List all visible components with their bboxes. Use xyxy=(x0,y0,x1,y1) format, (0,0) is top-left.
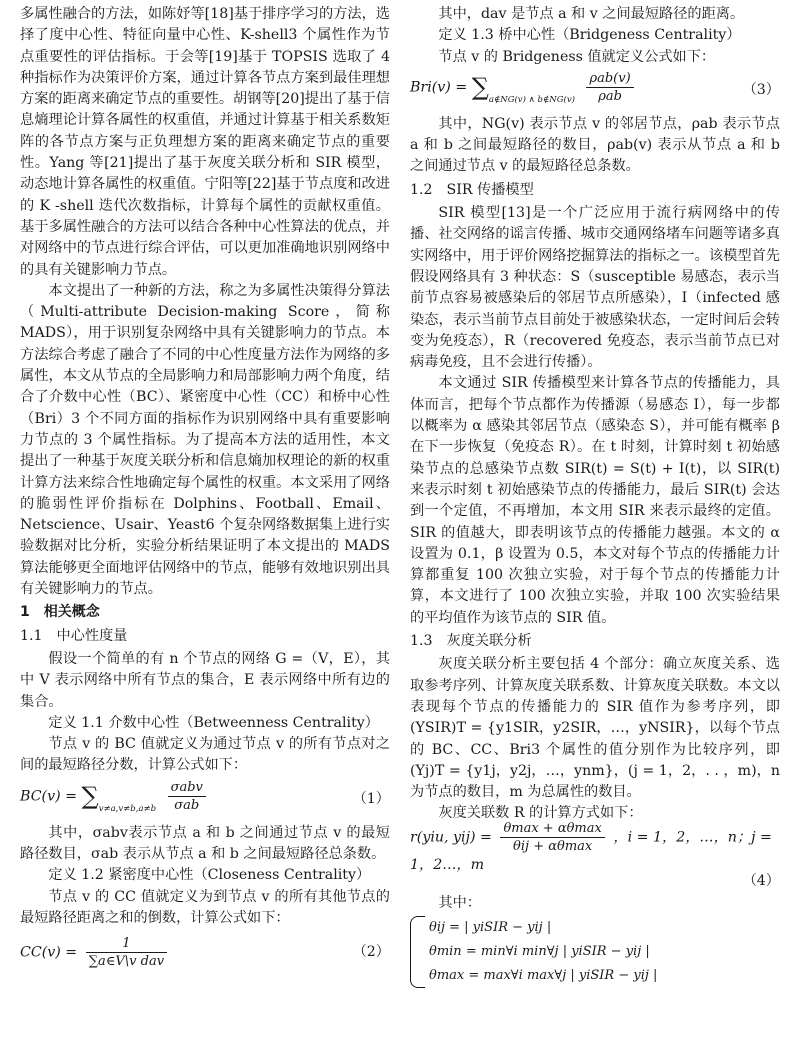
fraction-denominator: σab xyxy=(174,798,200,814)
fraction xyxy=(586,70,633,105)
paragraph: 其中，NG(v) 表示节点 v 的邻居节点，ρab 表示节点 a 和 b 之间最短路径的数目，ρab(v) 表示从节点 a 和 b 之间通过节点 v 的最短路径总条数。 xyxy=(410,115,780,175)
equation-4 xyxy=(410,820,780,873)
case-rows xyxy=(429,916,657,988)
equation-number: （2） xyxy=(352,943,390,960)
definition-title: 定义 1.3 桥中心性（Bridgeness Centrality） xyxy=(438,27,741,44)
paragraph: 灰度关联分析主要包括 4 个部分：确立灰度关系、选取参考序列、计算灰度关联系数、计算灰度关联数。本文以表现每个节点的传播能力的 SIR 值作为参考序列，即 (YSIR)T = {y1SIR，y2SIR，…，yNSIR}，以每个节点的 BC、CC、Bri3 个属性的值分别作为比较序列，即 (Yj)T = {y1j，y2j，…，ynm}，(j = 1，2，. . ，m)，n 为节点的数目，m 为总属性的数目。 xyxy=(410,656,780,801)
fraction-numerator: θmax + αθmax xyxy=(500,820,604,838)
paragraph: 节点 v 的 Bridgeness 值就定义公式如下： xyxy=(438,48,716,65)
case-equations xyxy=(410,916,780,988)
fraction xyxy=(500,820,604,855)
paragraph: 节点 v 的 CC 值就定义为到节点 v 的所有其他节点的最短路径距离之和的倒数，计算公式如下： xyxy=(20,888,390,926)
definition-title: 定义 1.1 介数中心性（Betweenness Centrality） xyxy=(48,714,379,731)
paragraph: 灰度关联数 R 的计算方式如下： xyxy=(438,805,643,822)
fraction-numerator: 1 xyxy=(86,935,167,953)
equation-number: （3） xyxy=(742,82,780,99)
equation-range: ，i = 1，2，…，n；j = 1，2…，m xyxy=(410,829,772,873)
section-heading: 1 相关概念 xyxy=(20,604,100,621)
sum-subscript: v≠a,v≠b,a≠b xyxy=(98,803,157,814)
equation-3 xyxy=(410,68,780,114)
subsection-title: 灰度关联分析 xyxy=(446,633,532,650)
paragraph: 本文提出了一种新的方法，称之为多属性决策得分算法（Multi-attribute Decision-making Score，简称 MADS），用于识别复杂网络中具有关键影响力的节点。本方法综合考虑了融合了不同的中心性度量方法作为网络的多属性，本文从节点的全局影响力和局部影响力两个角度，结合了介数中心性（BC）、紧密度中心性（CC）和桥中心性（Bri）3 个不同方面的指标作为识别网络中具有重要影响力节点的 3 个属性指标。为了提高本方法的适用性，本文提出了一种基于灰度关联分析和信息熵加权理论的新的权重计算方法来综合性地确定每个属性的权重。本文采用了网络的脆弱性评价指标在 Dolphins、Football、Email、Netscience、Usair、Yeast6 个复杂网络数据集上进行实验数据对比分析，实验分析结果证明了本文提出的 MADS 算法能够更全面地评估网络中的节点，能够有效地识别出具有关键影响力的节点。 xyxy=(20,282,390,598)
case-row: θij = | yiSIR − yij | xyxy=(429,919,552,935)
paragraph: 假设一个简单的有 n 个节点的网络 G =（V，E），其中 V 表示网络中所有节点的集合，E 表示网络中所有边的集合。 xyxy=(20,650,390,710)
equation-expression xyxy=(20,935,350,970)
subsection-title: SIR 传播模型 xyxy=(446,181,534,198)
fraction xyxy=(168,779,206,814)
sum-subscript: a∉NG(v) ∧ b∉NG(v) xyxy=(488,94,575,105)
subsection-title: 中心性度量 xyxy=(56,627,128,644)
subsection-heading xyxy=(410,180,780,201)
paragraph: 节点 v 的 BC 值就定义为通过节点 v 的所有节点对之间的最短路径分数，计算公式如下： xyxy=(20,736,390,774)
fraction-denominator: ∑a∈V\v dav xyxy=(88,953,165,969)
equation-number: （1） xyxy=(352,791,390,808)
fraction xyxy=(86,935,167,970)
subsection-number: 1.3 xyxy=(410,633,433,650)
case-row: θmin = min∀i min∀j | yiSIR − yij | xyxy=(429,943,650,959)
equation-expression xyxy=(410,70,740,111)
equation-2 xyxy=(20,929,390,975)
case-row: θmax = max∀i max∀j | yiSIR − yij | xyxy=(429,967,658,983)
left-column xyxy=(20,4,390,975)
left-brace xyxy=(410,916,425,988)
subsection-number: 1.2 xyxy=(410,181,433,198)
equation-lhs: r(yiu, yij) = xyxy=(410,829,492,846)
sum-symbol: ∑ xyxy=(81,782,99,811)
equation-1 xyxy=(20,777,390,823)
paragraph: 其中，dav 是节点 a 和 v 之间最短路径的距离。 xyxy=(438,6,745,22)
subsection-heading xyxy=(20,626,390,647)
equation-lhs: BC(v) = xyxy=(20,788,78,805)
subsection-heading xyxy=(410,631,780,652)
equation-expression xyxy=(410,820,780,876)
right-column xyxy=(410,4,780,988)
subsection-number: 1.1 xyxy=(20,627,43,644)
fraction-denominator: θij + αθmax xyxy=(513,838,593,854)
definition-title: 定义 1.2 紧密度中心性（Closeness Centrality） xyxy=(48,867,371,884)
fraction-numerator: ρab(v) xyxy=(586,70,633,88)
paragraph: SIR 模型[13]是一个广泛应用于流行病网络中的传播、社交网络的谣言传播、城市交通网络堵车问题等诸多真实网络中，用于评价网络挖掘算法的指标之一。该模型首先假设网络具有 3 种状态：S（susceptible 易感态，表示当前节点容易被感染后的邻居节点所感染），I（infected 感染态，表示当前节点目前处于被感染状态，一定时间后会转变为免疫态），R（recovered 免疫态，表示当前节点已对病毒免疫，且不会进行传播）。 xyxy=(410,205,780,371)
equation-number: （4） xyxy=(742,872,780,889)
paragraph: 其中： xyxy=(438,894,481,911)
equation-lhs: Bri(v) = xyxy=(410,79,468,96)
paragraph: 本文通过 SIR 传播模型来计算各节点的传播能力，具体而言，把每个节点都作为传播源（易感态 I），每一步都以概率为 α 感染其邻居节点（感染态 S），并可能有概率 β 在下一步恢复（免疫态 R）。在 t 时刻，计算时刻 t 初始感染节点的总感染节点数 SIR(t) = S(t) + I(t)，以 SIR(t) 来表示时刻 t 初始感染节点的传播能力，最后 SIR(t) 会达到一个定值，不再增加，本文用 SIR 来表示最终的定值。SIR 的值越大，即表明该节点的传播能力越强。本文的 α 设置为 0.1，β 设置为 0.5，本文对每个节点的传播能力计算都重复 100 次独立实验，对于每个节点的传播能力计算，本文进行了 100 次独立实验，并取 100 次实验结果的平均值作为该节点的 SIR 值。 xyxy=(410,375,780,626)
fraction-numerator: σabv xyxy=(168,779,206,797)
equation-lhs: CC(v) = xyxy=(20,944,78,961)
sum-symbol: ∑ xyxy=(471,73,489,102)
equation-expression xyxy=(20,779,350,820)
fraction-denominator: ρab xyxy=(598,89,622,105)
paragraph: 多属性融合的方法，如陈妤等[18]基于排序学习的方法，选择了度中心性、特征向量中心性、K-shell3 个属性作为节点重要性的评估指标。于会等[19]基于 TOPSIS 选取了 4 种指标作为决策评价方案，通过计算各节点方案到最佳理想方案的距离来确定节点的重要性。胡钢等[20]提出了基于信息熵理论计算各属性的权重值，并通过计算基于相关系数矩阵的各节点方案与正负理想方案的距离来确定节点的重要性。Yang 等[21]提出了基于灰度关联分析和 SIR 模型，动态地计算各属性的权重值。宁阳等[22]基于节点度和改进的 K -shell 迭代次数指标，计算每个属性的贡献权重值。基于多属性融合的方法可以结合各种中心性算法的优点，并对网络中的节点进行综合评估，可以更加准确地识别网络中的具有关键影响力节点。 xyxy=(20,6,390,278)
paragraph: 其中，σabv表示节点 a 和 b 之间通过节点 v 的最短路径数目，σab 表示从节点 a 和 b 之间最短路径总条数。 xyxy=(20,824,390,862)
